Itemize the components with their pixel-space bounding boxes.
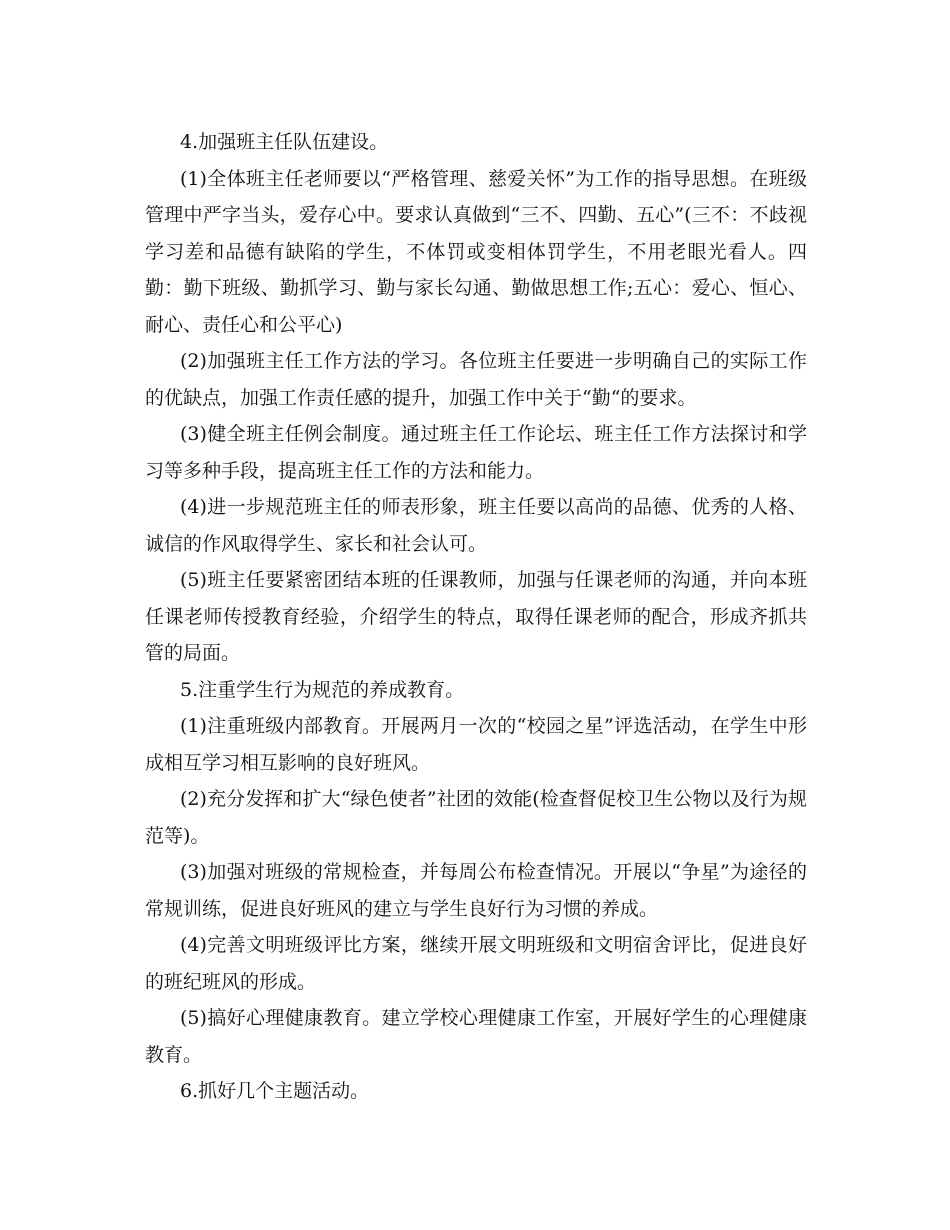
section-heading-6: 6.抓好几个主题活动。 bbox=[180, 1080, 370, 1102]
paragraph-4-1: (1)全体班主任老师要以“严格管理、慈爱关怀”为工作的指导思想。在班级管理中严字当头，爱存心中。要求认真做到“三不、四勤、五心”(三不：不歧视学习差和品德有缺陷的学生，不体罚或变相体罚学生，不用老眼光看人。四勤：勤下班级、勤抓学习、勤与家长勾通、勤做思想工作;五心：爱心、恒心、耐心、责任心和公平心) bbox=[145, 167, 807, 336]
document-body bbox=[145, 124, 807, 1110]
section-heading-4: 4.加强班主任队伍建设。 bbox=[180, 131, 389, 153]
paragraph-4-2: (2)加强班主任工作方法的学习。各位班主任要进一步明确自己的实际工作的优缺点，加强工作责任感的提升，加强工作中关于“勤“的要求。 bbox=[145, 350, 807, 409]
paragraph-4-4: (4)进一步规范班主任的师表形象，班主任要以高尚的品德、优秀的人格、诚信的作风取得学生、家长和社会认可。 bbox=[145, 496, 807, 555]
paragraph-5-2: (2)充分发挥和扩大“绿色使者”社团的效能(检查督促校卫生公物以及行为规范等)。 bbox=[145, 788, 807, 847]
paragraph-4-3: (3)健全班主任例会制度。通过班主任工作论坛、班主任工作方法探讨和学习等多种手段，提高班主任工作的方法和能力。 bbox=[145, 423, 807, 482]
paragraph-5-5: (5)搞好心理健康教育。建立学校心理健康工作室，开展好学生的心理健康教育。 bbox=[145, 1007, 807, 1066]
paragraph-4-5: (5)班主任要紧密团结本班的任课教师，加强与任课老师的沟通，并向本班任课老师传授教育经验，介绍学生的特点，取得任课老师的配合，形成齐抓共管的局面。 bbox=[145, 569, 807, 664]
paragraph-5-1: (1)注重班级内部教育。开展两月一次的“校园之星”评选活动，在学生中形成相互学习相互影响的良好班风。 bbox=[145, 715, 807, 774]
paragraph-5-3: (3)加强对班级的常规检查，并每周公布检查情况。开展以“争星”为途径的常规训练，促进良好班风的建立与学生良好行为习惯的养成。 bbox=[145, 861, 807, 920]
paragraph-5-4: (4)完善文明班级评比方案，继续开展文明班级和文明宿舍评比，促进良好的班纪班风的形成。 bbox=[145, 934, 807, 993]
section-heading-5: 5.注重学生行为规范的养成教育。 bbox=[180, 678, 465, 701]
